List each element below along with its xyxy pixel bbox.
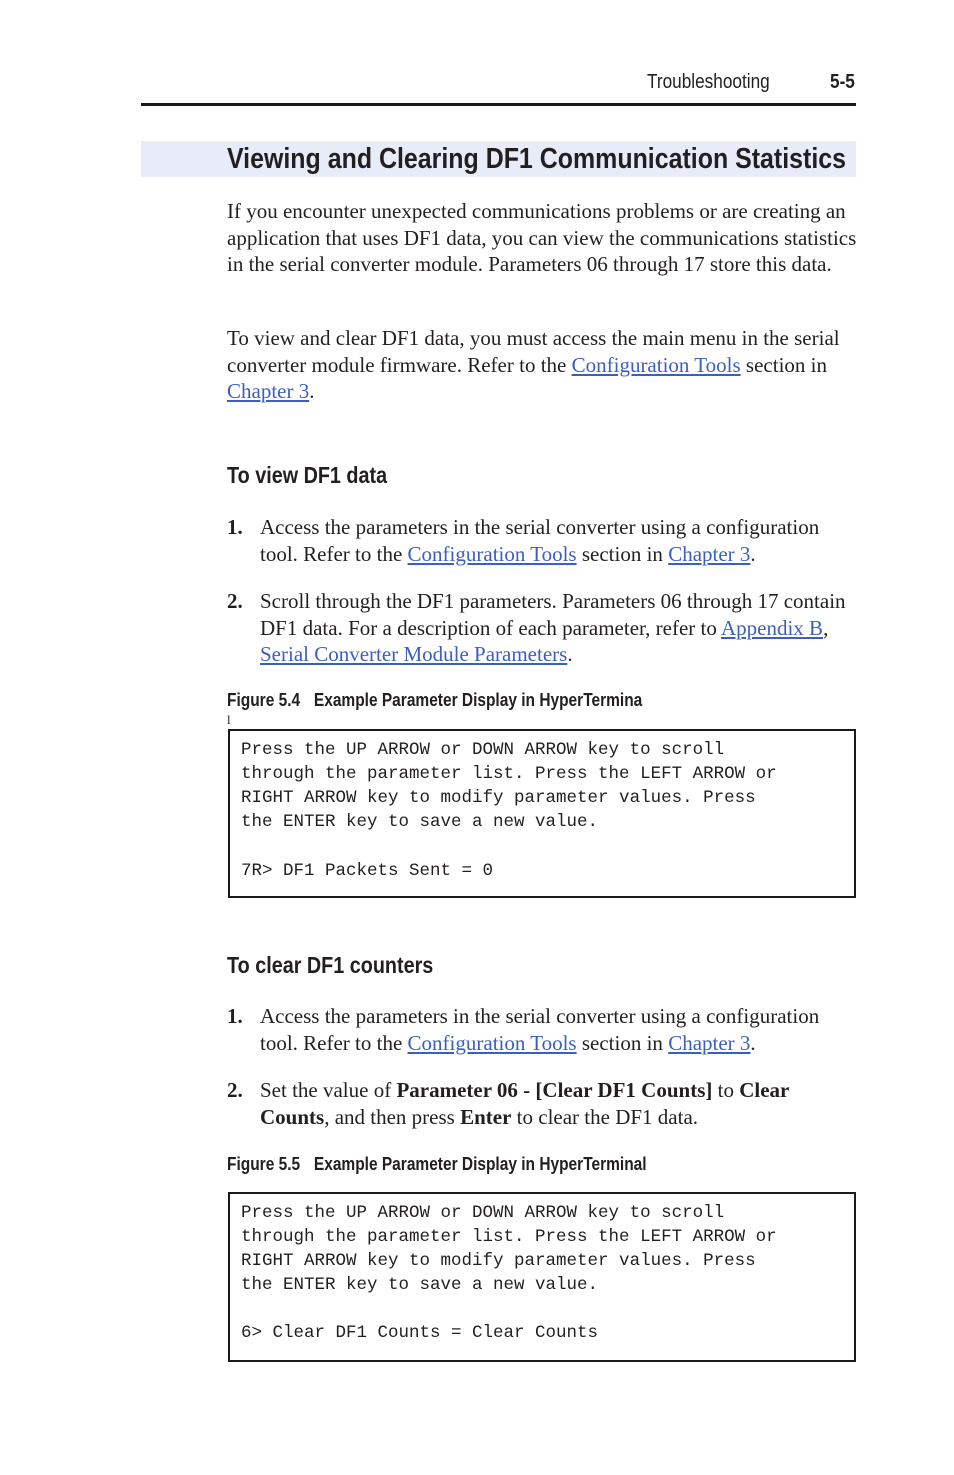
terminal-prompt-line: 6> Clear DF1 Counts = Clear Counts (241, 1323, 599, 1343)
terminal-line: RIGHT ARROW key to modify parameter values. Press (241, 788, 756, 808)
view-step-1 (227, 514, 857, 570)
step-text: Scroll through the DF1 parameters. Parameters 06 through 17 contain DF1 data. For a description of each parameter, refer to Appendix B, Serial Converter Module Parameters. (260, 589, 846, 666)
step-number: 1. (227, 515, 243, 539)
terminal-line: the ENTER key to save a new value. (241, 1275, 599, 1295)
intro-paragraph-1: If you encounter unexpected communications problems or are creating an application that uses DF1 data, you can view the communications statistics in the serial converter module. Parameters 06 through 17 store this data. (227, 199, 857, 276)
step-text: Set the value of Parameter 06 - [Clear DF1 Counts] to Clear Counts, and then press Enter to clear the DF1 data. (260, 1078, 789, 1129)
configuration-tools-link[interactable]: Configuration Tools (407, 541, 577, 566)
terminal-line: through the parameter list. Press the LEFT ARROW or (241, 764, 777, 784)
terminal-display-5-4 (228, 729, 856, 898)
enter-key-label: Enter (460, 1104, 512, 1129)
chapter-3-link[interactable]: Chapter 3 (668, 541, 751, 566)
clear-step-1 (227, 1003, 857, 1059)
serial-converter-parameters-link[interactable]: Serial Converter Module Parameters (260, 642, 568, 666)
step-number: 2. (227, 589, 243, 613)
step-number: 1. (227, 1004, 243, 1028)
figure-caption-text: Example Parameter Display in HyperTerminal (313, 1154, 647, 1174)
step-text: Access the parameters in the serial converter using a configuration tool. Refer to the Configuration Tools section in Chapter 3. (260, 1004, 820, 1055)
page-number: 5-5 (830, 71, 855, 93)
figure-caption-text: Example Parameter Display in HyperTermina (313, 690, 643, 710)
section-title: Viewing and Clearing DF1 Communication Statistics (227, 143, 846, 175)
parameter-name: Parameter 06 - [Clear DF1 Counts] (396, 1078, 713, 1102)
figure-5-5-caption (227, 1154, 647, 1175)
figure-5-4-caption (227, 690, 642, 711)
terminal-line: Press the UP ARROW or DOWN ARROW key to scroll (241, 740, 725, 760)
header-rule (141, 103, 856, 106)
configuration-tools-link[interactable]: Configuration Tools (407, 1030, 577, 1055)
view-df1-heading: To view DF1 data (227, 462, 388, 488)
clear-step-2 (227, 1077, 857, 1133)
figure-label: Figure 5.5 (227, 1154, 301, 1174)
appendix-b-link[interactable]: Appendix B (720, 615, 824, 640)
step-text: Access the parameters in the serial converter using a configuration tool. Refer to the Configuration Tools section in Chapter 3. (260, 515, 820, 566)
terminal-display-5-5 (228, 1192, 856, 1362)
step-number: 2. (227, 1078, 243, 1102)
chapter-3-link[interactable]: Chapter 3 (668, 1030, 751, 1055)
running-header-section: Troubleshooting (647, 71, 770, 93)
chapter-3-link[interactable]: Chapter 3 (227, 379, 310, 403)
clear-df1-heading: To clear DF1 counters (227, 952, 434, 978)
intro-paragraph-2: To view and clear DF1 data, you must access the main menu in the serial converter module firmware. Refer to the Configuration Tools section in Chapter 3. (227, 326, 840, 403)
terminal-line: through the parameter list. Press the LEFT ARROW or (241, 1227, 777, 1247)
parameter-value: Clear Counts (260, 1078, 789, 1129)
terminal-line: the ENTER key to save a new value. (241, 812, 599, 832)
terminal-line: Press the UP ARROW or DOWN ARROW key to scroll (241, 1203, 725, 1223)
terminal-line: RIGHT ARROW key to modify parameter values. Press (241, 1251, 756, 1271)
figure-label: Figure 5.4 (227, 690, 301, 710)
caption-overflow-letter: l (227, 712, 231, 727)
view-step-2 (227, 588, 857, 670)
configuration-tools-link[interactable]: Configuration Tools (571, 352, 741, 377)
terminal-prompt-line: 7R> DF1 Packets Sent = 0 (241, 861, 494, 881)
